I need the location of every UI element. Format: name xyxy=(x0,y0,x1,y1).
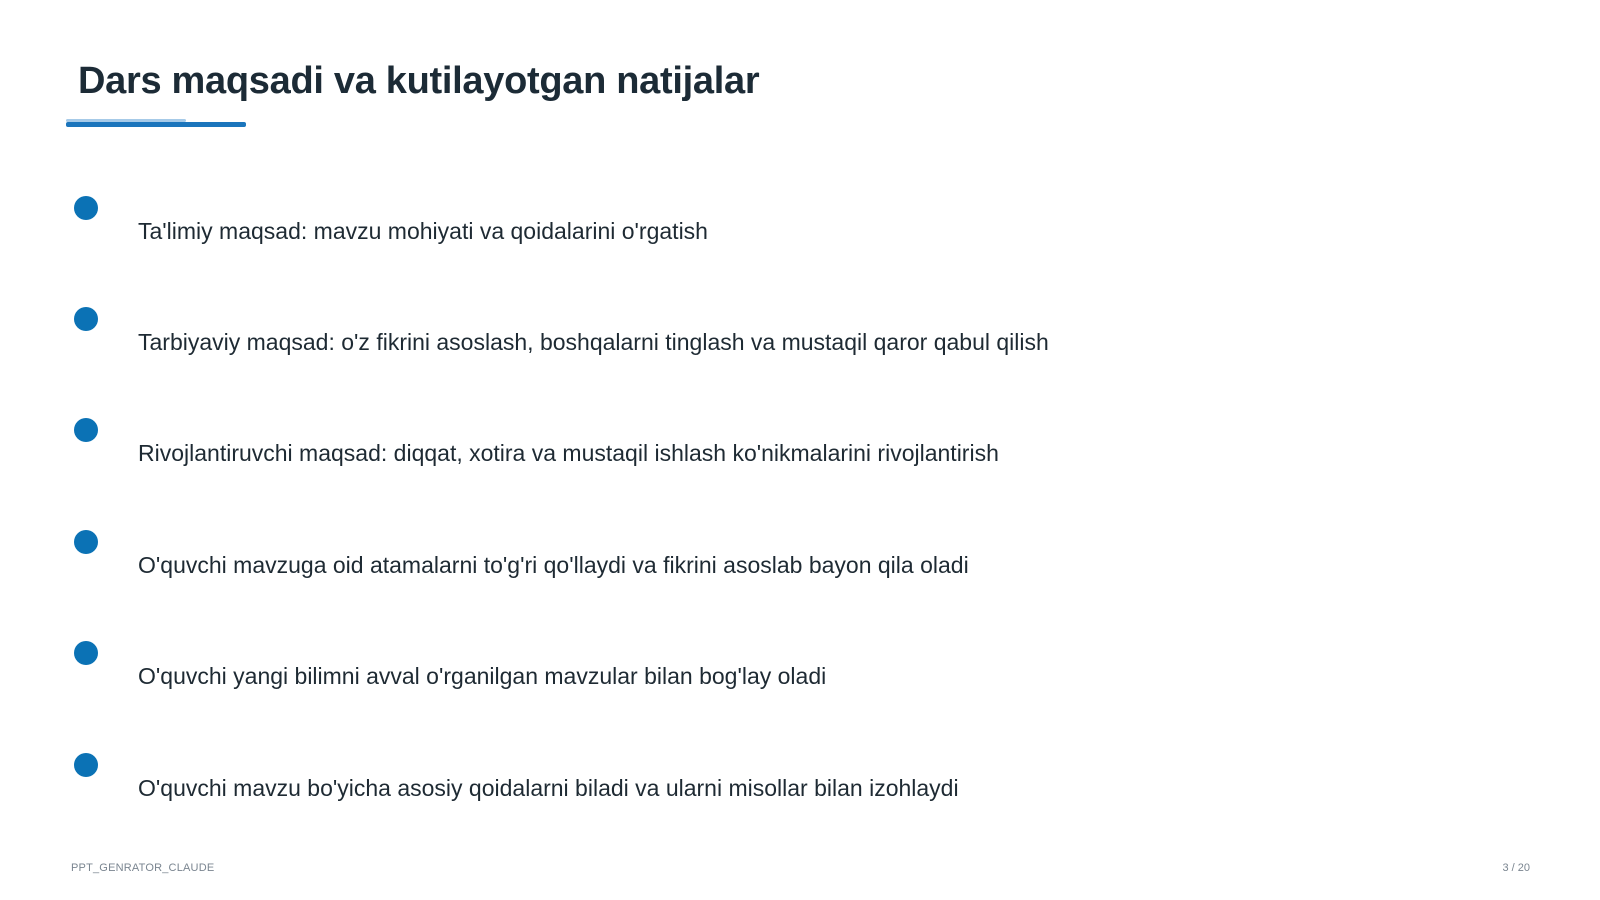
bullet-text: Tarbiyaviy maqsad: o'z fikrini asoslash, boshqalarni tinglash va mustaqil qaror qabul qilish xyxy=(138,329,1049,355)
bullet-text: O'quvchi mavzuga oid atamalarni to'g'ri qo'llaydi va fikrini asoslab bayon qila oladi xyxy=(138,552,969,578)
bullet-text: Rivojlantiruvchi maqsad: diqqat, xotira va mustaqil ishlash ko'nikmalarini rivojlantirish xyxy=(138,440,999,466)
bullet-item xyxy=(0,641,1200,701)
bullet-dot-icon xyxy=(74,530,98,554)
bullet-item xyxy=(0,196,1200,256)
bullet-text: O'quvchi mavzu bo'yicha asosiy qoidalarni biladi va ularni misollar bilan izohlaydi xyxy=(138,775,959,801)
footer-label: PPT_GENRATOR_CLAUDE xyxy=(71,862,215,874)
bullet-item xyxy=(0,530,1200,590)
page-indicator: 3 / 20 xyxy=(1502,862,1530,874)
title-underline xyxy=(66,122,246,127)
bullet-item xyxy=(0,418,1200,478)
bullet-dot-icon xyxy=(74,307,98,331)
bullet-dot-icon xyxy=(74,196,98,220)
bullet-text: Ta'limiy maqsad: mavzu mohiyati va qoidalarini o'rgatish xyxy=(138,218,708,244)
slide-title: Dars maqsadi va kutilayotgan natijalar xyxy=(78,60,760,102)
bullet-item xyxy=(0,753,1200,813)
bullet-dot-icon xyxy=(74,753,98,777)
bullet-text: O'quvchi yangi bilimni avval o'rganilgan mavzular bilan bog'lay oladi xyxy=(138,663,827,689)
bullet-item xyxy=(0,307,1200,367)
bullet-dot-icon xyxy=(74,641,98,665)
bullet-dot-icon xyxy=(74,418,98,442)
